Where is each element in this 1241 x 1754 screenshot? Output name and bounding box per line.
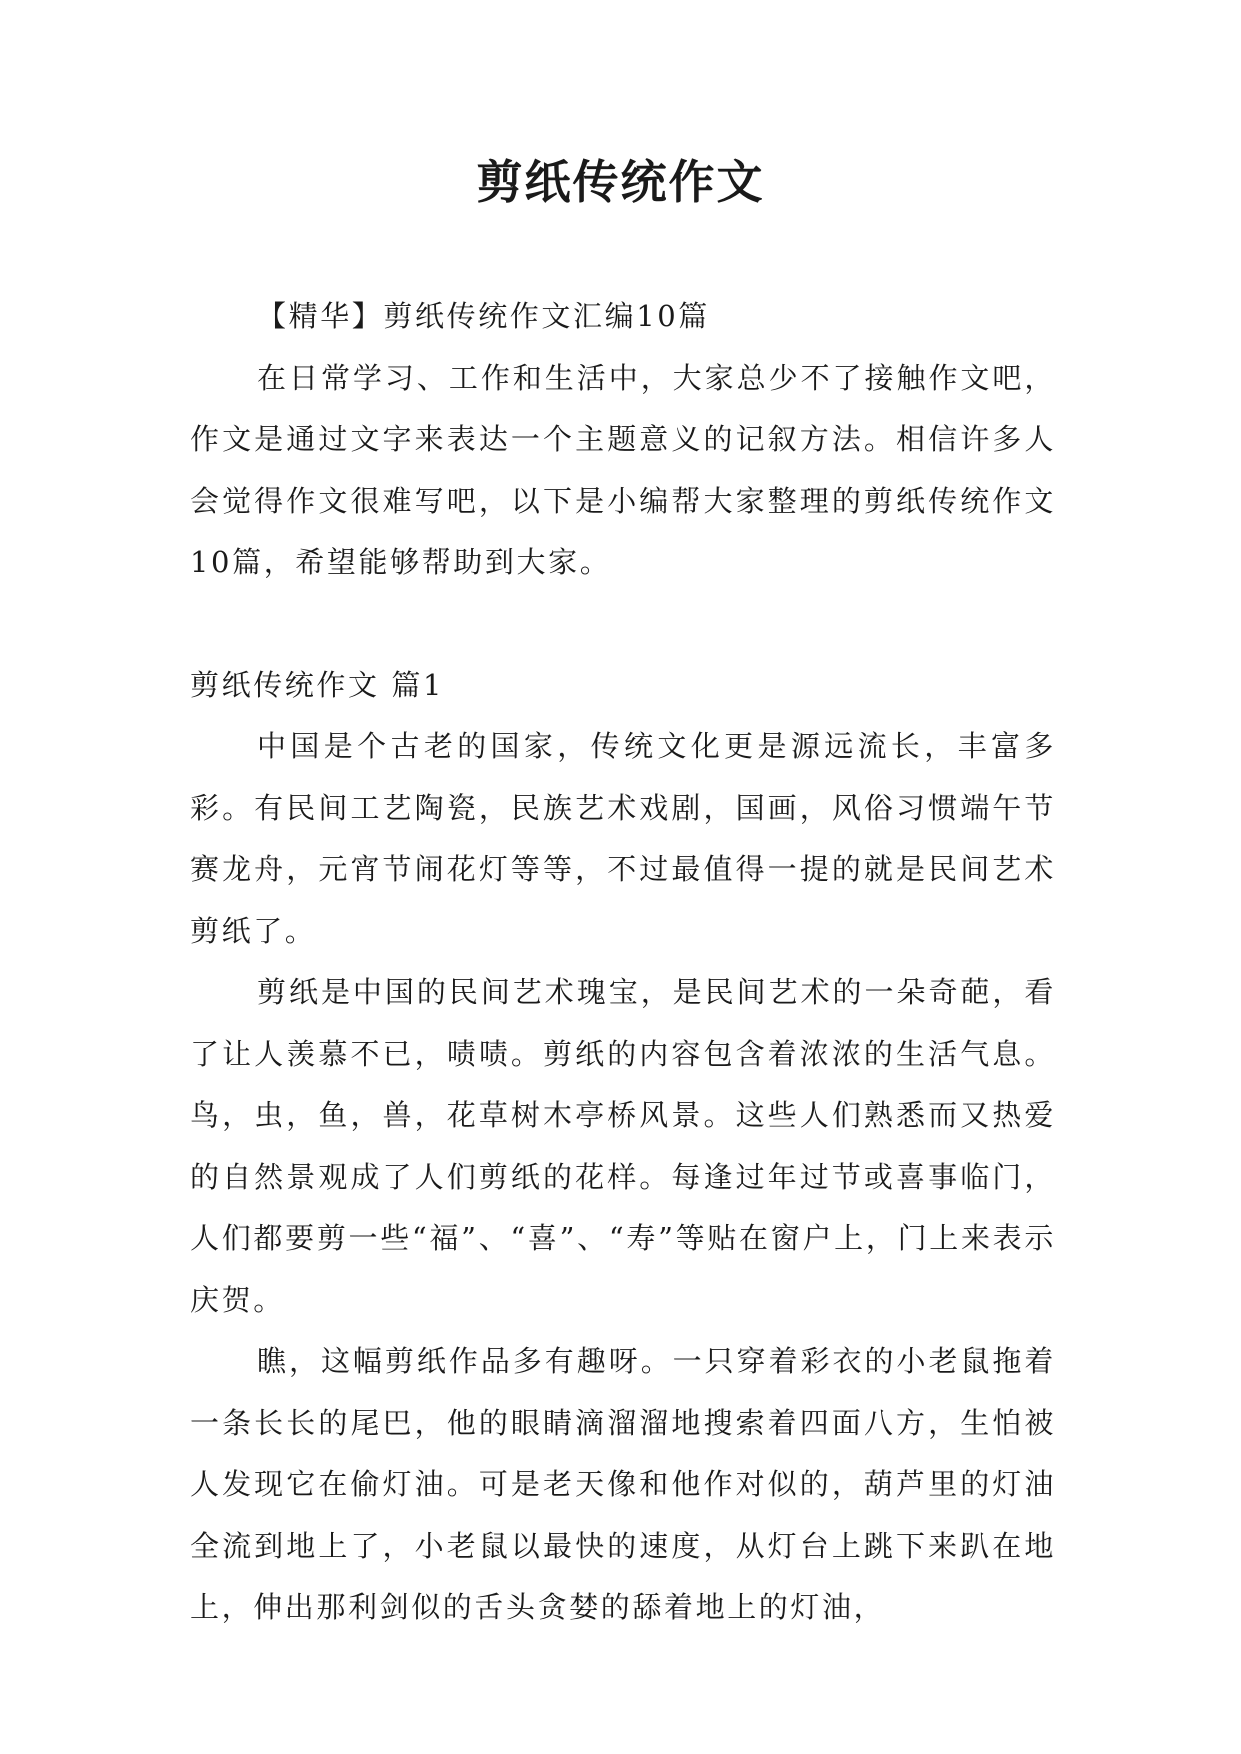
intro-paragraph: 在日常学习、工作和生活中，大家总少不了接触作文吧，作文是通过文字来表达一个主题意义的记叙方法。相信许多人会觉得作文很难写吧，以下是小编帮大家整理的剪纸传统作文10篇，希望能够帮助到大家。	[190, 360, 1056, 579]
body-paragraph: 瞧，这幅剪纸作品多有趣呀。一只穿着彩衣的小老鼠拖着一条长长的尾巴，他的眼睛滴溜溜地搜索着四面八方，生怕被人发现它在偷灯油。可是老天像和他作对似的，葫芦里的灯油全流到地上了，小老鼠以最快的速度，从灯台上跳下来趴在地上，伸出那利剑似的舌头贪婪的舔着地上的灯油，	[190, 1344, 1056, 1624]
document-subtitle: 【精华】剪纸传统作文汇编10篇	[257, 299, 710, 333]
document-title: 剪纸传统作文	[476, 155, 765, 209]
body-paragraph: 剪纸是中国的民间艺术瑰宝，是民间艺术的一朵奇葩，看了让人羡慕不已，啧啧。剪纸的内容包含着浓浓的生活气息。鸟，虫，鱼，兽，花草树木亭桥风景。这些人们熟悉而又热爱的自然景观成了人们剪纸的花样。每逢过年过节或喜事临门，人们都要剪一些“福”、“喜”、“寿”等贴在窗户上，门上来表示庆贺。	[190, 975, 1056, 1317]
body-paragraph: 中国是个古老的国家，传统文化更是源远流长，丰富多彩。有民间工艺陶瓷，民族艺术戏剧，国画，风俗习惯端午节赛龙舟，元宵节闹花灯等等，不过最值得一提的就是民间艺术剪纸了。	[190, 729, 1056, 948]
section-heading: 剪纸传统作文 篇1	[190, 667, 445, 702]
document-body	[190, 286, 1056, 1639]
paragraph-spacer	[190, 594, 1056, 655]
